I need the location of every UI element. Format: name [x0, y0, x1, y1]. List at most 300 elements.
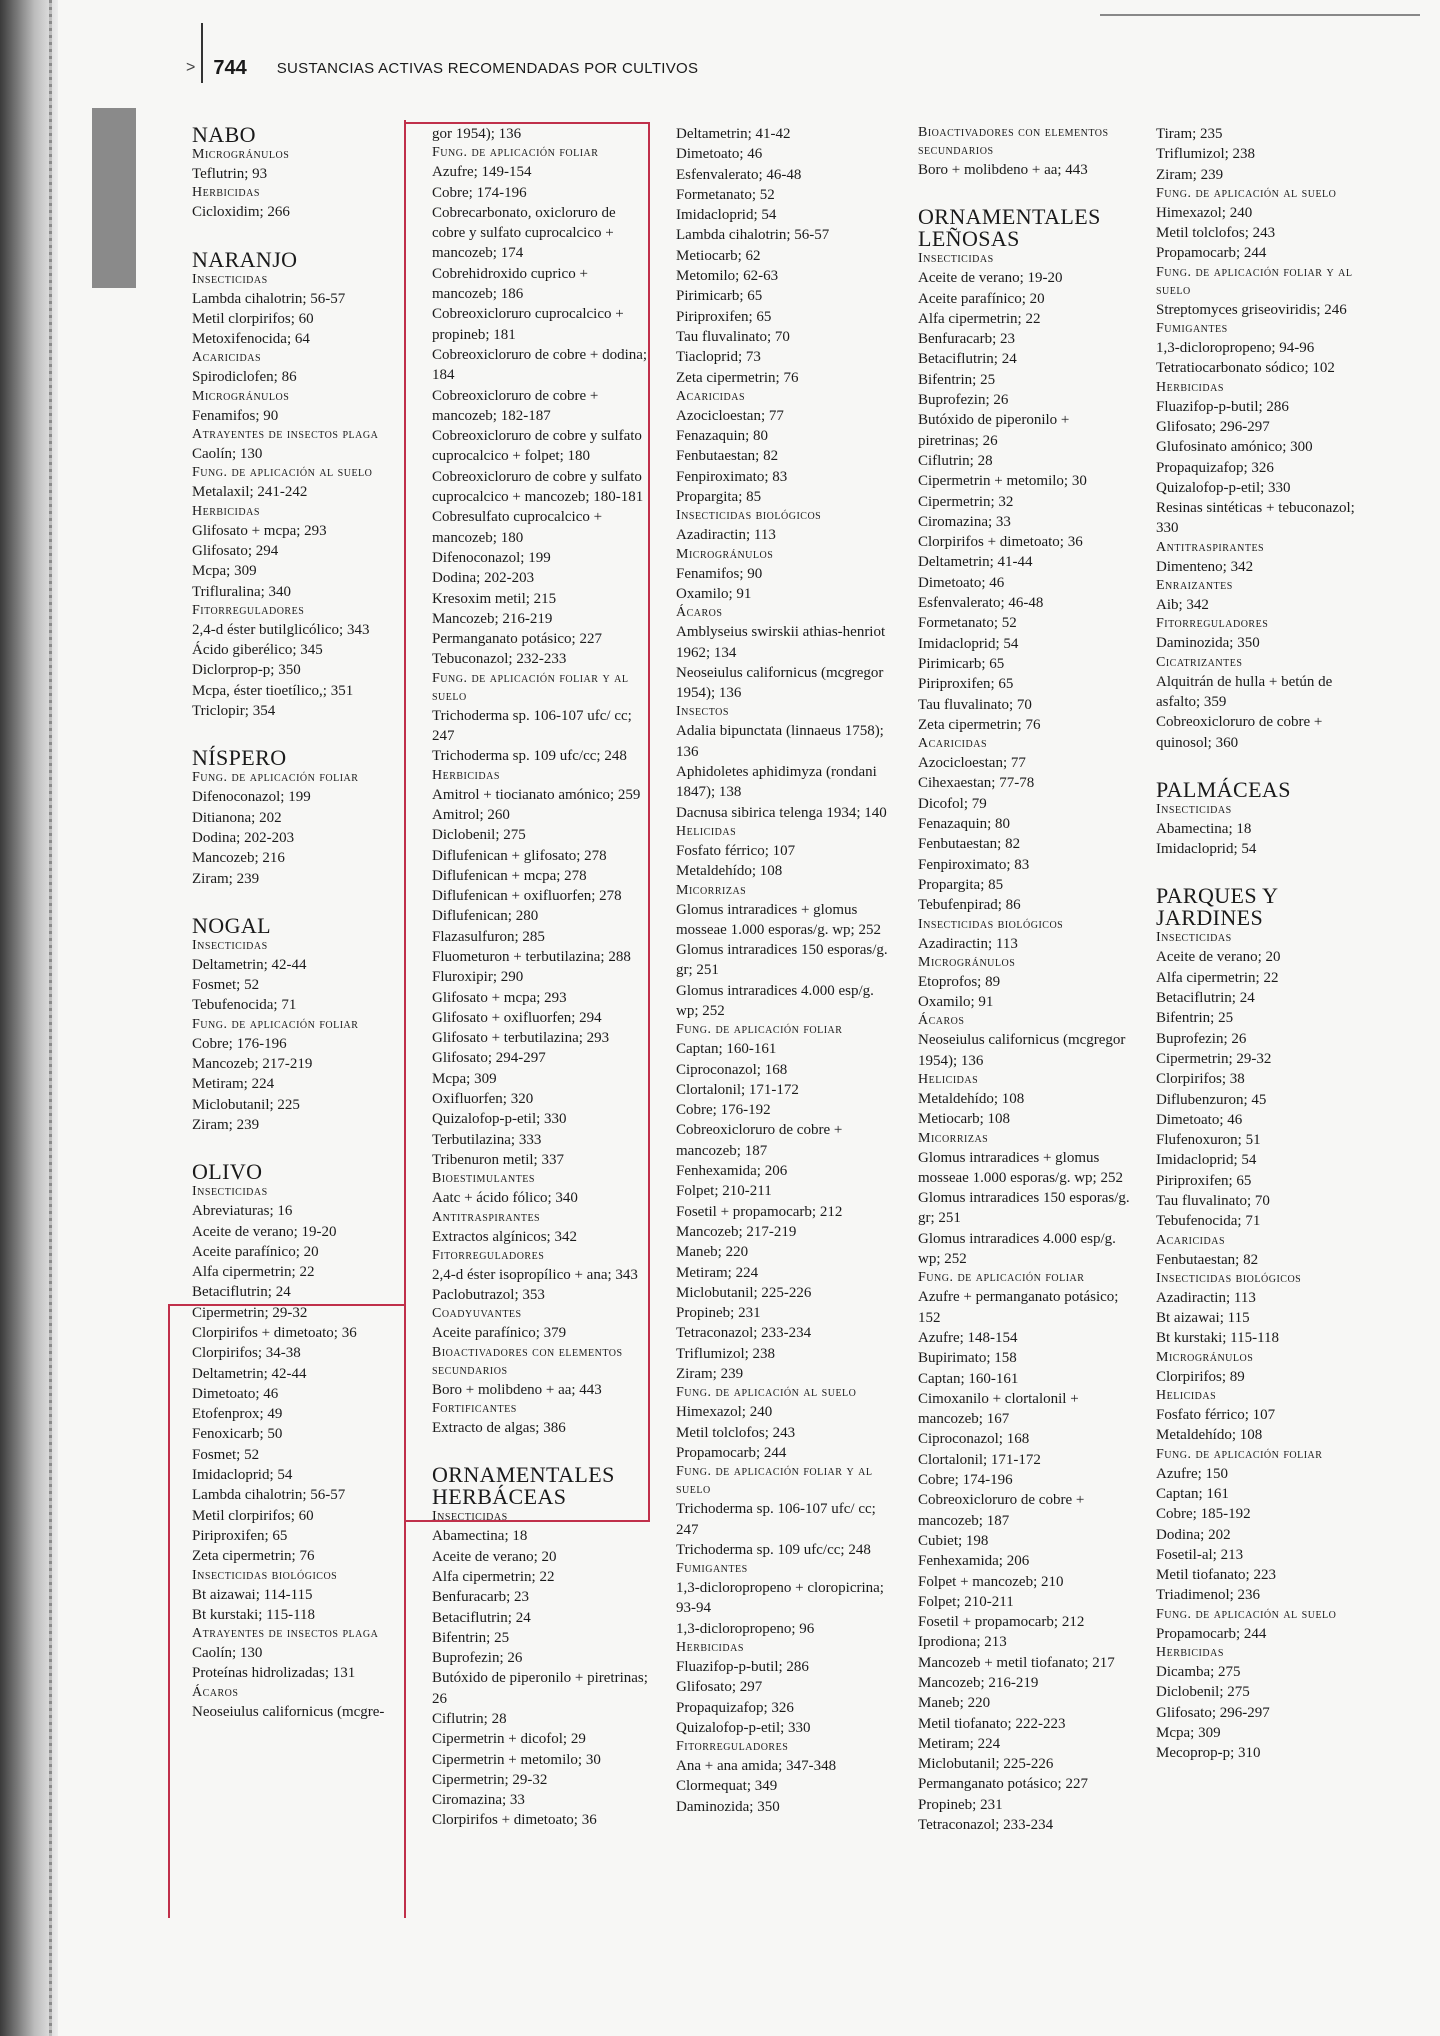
category-label: Fung. de aplicación foliar	[192, 1016, 359, 1032]
substance-entry: Metalaxil; 241-242	[192, 484, 308, 501]
substance-entry: Oxamilo; 91	[918, 994, 994, 1011]
substance-entry: Deltametrin; 42-44	[192, 956, 307, 973]
category-label: Acaricidas	[676, 388, 746, 404]
category-label: Fung. de aplicación foliar	[432, 145, 599, 161]
category-label: Cicatrizantes	[1156, 654, 1243, 670]
substance-entry: Propaquizafop; 326	[1156, 459, 1274, 476]
crop-heading: NOGAL	[192, 912, 271, 938]
category-label: Fung. de aplicación foliar y al suelo	[676, 1464, 873, 1498]
substance-entry: Etofenprox; 49	[192, 1406, 283, 1423]
substance-entry: Lambda cihalotrin; 56-57	[192, 1487, 346, 1504]
substance-entry: Flufenoxuron; 51	[1156, 1132, 1261, 1149]
substance-entry: Lambda cihalotrin; 56-57	[676, 227, 830, 244]
substance-entry: Propaquizafop; 326	[676, 1699, 794, 1716]
substance-entry: Mecoprop-p; 310	[1156, 1745, 1261, 1762]
category-label: Helicidas	[1156, 1388, 1217, 1404]
substance-entry: Fenhexamida; 206	[918, 1553, 1030, 1570]
substance-entry: Cipermetrin; 32	[918, 493, 1014, 510]
substance-entry: Triflumizol; 238	[1156, 146, 1256, 163]
substance-entry: Clorpirifos + dimetoato; 36	[432, 1812, 597, 1829]
crop-section-ornamentales-lenosas	[918, 206, 1130, 1835]
substance-entry: Ditianona; 202	[192, 809, 282, 826]
substance-entry: Proteínas hidrolizadas; 131	[192, 1665, 356, 1682]
substance-entry: Azocicloestan; 77	[676, 407, 784, 424]
substance-entry: Difenoconazol; 199	[192, 789, 311, 806]
substance-entry: Abamectina; 18	[432, 1528, 528, 1545]
substance-entry: Metiram; 224	[918, 1735, 1001, 1752]
substance-entry: 1,3-dicloropropeno; 96	[676, 1620, 815, 1637]
substance-entry: Fenazaquin; 80	[676, 428, 769, 445]
substance-entry: Betaciflutrin; 24	[918, 351, 1017, 368]
substance-entry: Tau fluvalinato; 70	[1156, 1192, 1270, 1209]
crop-section-nabo	[192, 124, 390, 223]
category-label: Ácaros	[192, 1684, 239, 1700]
substance-entry: Metil tiofanato; 223	[1156, 1567, 1276, 1584]
substance-entry: Captan; 160-161	[676, 1041, 777, 1058]
column-3	[676, 124, 894, 1817]
category-label: Atrayentes de insectos plaga	[192, 1626, 379, 1642]
category-label: Micorrizas	[676, 882, 747, 898]
substance-entry: Metil tiofanato; 222-223	[918, 1715, 1066, 1732]
substance-entry: Dimetoato; 46	[192, 1385, 279, 1402]
substance-entry: Caolín; 130	[192, 446, 263, 463]
category-label: Insecticidas biológicos	[1156, 1270, 1302, 1286]
substance-entry: gor 1954); 136	[432, 126, 522, 142]
substance-entry: Clorpirifos + dimetoato; 36	[918, 534, 1083, 551]
substance-entry: Cobrecarbonato, oxicloruro de cobre y sulfato cuprocalcico + mancozeb; 174	[432, 204, 616, 262]
substance-entry: Metaldehído; 108	[676, 863, 783, 880]
substance-entry: Terbutilazina; 333	[432, 1131, 542, 1148]
substance-entry: Mcpa; 309	[432, 1070, 497, 1087]
crop-heading: ORNAMENTALES HERBÁCEAS	[432, 1462, 615, 1510]
category-label: Fung. de aplicación foliar y al suelo	[432, 670, 629, 704]
substance-entry: Alfa cipermetrin; 22	[918, 310, 1041, 327]
substance-entry: Zeta cipermetrin; 76	[676, 369, 799, 386]
category-label: Herbicidas	[1156, 379, 1224, 395]
category-label: Fitorreguladores	[192, 602, 305, 618]
substance-entry: Trichoderma sp. 106-107 ufc/ cc; 247	[432, 707, 632, 745]
substance-entry: Imidacloprid; 54	[918, 635, 1019, 652]
substance-entry: Fosmet; 52	[192, 1446, 260, 1463]
substance-entry: Metil clorpirifos; 60	[192, 310, 314, 327]
category-label: Fung. de aplicación foliar	[676, 1022, 843, 1038]
substance-entry: Ziram; 239	[676, 1366, 744, 1383]
substance-entry: Piriproxifen; 65	[918, 676, 1014, 693]
substance-entry: Extracto de algas; 386	[432, 1420, 566, 1437]
substance-entry: Oxifluorfen; 320	[432, 1091, 534, 1108]
substance-entry: Oxamilo; 91	[676, 585, 752, 602]
substance-entry: Deltametrin; 42-44	[192, 1365, 307, 1382]
substance-entry: Ciflutrin; 28	[432, 1711, 507, 1727]
substance-entry: Quizalofop-p-etil; 330	[432, 1111, 567, 1128]
crop-section-ornamentales-herbaceas	[432, 1464, 650, 1830]
substance-entry: Permanganato potásico; 227	[432, 631, 602, 648]
substance-entry: Aceite de verano; 20	[432, 1548, 557, 1565]
substance-entry: Fenbutaestan; 82	[918, 836, 1021, 853]
olivo-highlight-divider	[404, 120, 406, 1918]
substance-entry: Clorpirifos; 89	[1156, 1368, 1245, 1385]
crop-heading: ORNAMENTALES LEÑOSAS	[918, 204, 1101, 252]
substance-entry: Dimetoato; 46	[918, 574, 1005, 591]
substance-entry: Metomilo; 62-63	[676, 268, 779, 285]
substance-entry: Ácido giberélico; 345	[192, 642, 323, 659]
substance-entry: Cobreoxicloruro de cobre + mancozeb; 187	[676, 1122, 843, 1159]
substance-entry: Azadiractin; 113	[1156, 1289, 1256, 1306]
category-label: Antitraspirantes	[1156, 539, 1265, 555]
category-label: Bioactivadores con elementos secundarios	[918, 125, 1109, 158]
substance-entry: Benfuracarb; 23	[918, 331, 1016, 348]
top-rule	[1100, 14, 1420, 16]
substance-entry: Piriproxifen; 65	[192, 1527, 288, 1544]
substance-entry: Trichoderma sp. 106-107 ufc/ cc; 247	[676, 1501, 876, 1538]
crop-section-palmaceas	[1156, 776, 1358, 860]
category-label: Microgránulos	[192, 388, 290, 404]
category-label: Helicidas	[918, 1071, 979, 1087]
substance-entry: Abreviaturas; 16	[192, 1203, 293, 1220]
substance-entry: Daminozida; 350	[676, 1798, 780, 1815]
substance-entry: Clorpirifos; 34-38	[192, 1345, 301, 1362]
substance-entry: Esfenvalerato; 46-48	[918, 595, 1044, 612]
substance-entry: Propamocarb; 244	[1156, 1625, 1267, 1642]
category-label: Microgránulos	[192, 147, 290, 162]
thumb-index-tab	[92, 108, 136, 288]
substance-entry: Cobreoxicloruro de cobre + mancozeb; 182-187	[432, 387, 599, 424]
substance-entry: Cobre; 176-196	[192, 1035, 287, 1052]
substance-entry: Diclorprop-p; 350	[192, 662, 301, 679]
substance-entry: Maneb; 220	[918, 1695, 991, 1712]
substance-entry: Extractos algínicos; 342	[432, 1228, 577, 1245]
category-label: Insecticidas biológicos	[918, 916, 1064, 932]
category-label: Fung. de aplicación al suelo	[676, 1385, 857, 1401]
crop-heading: NÍSPERO	[192, 745, 287, 771]
substance-entry: Propineb; 231	[918, 1796, 1003, 1813]
substance-entry: Metaldehído; 108	[1156, 1427, 1263, 1444]
substance-entry: Aceite parafínico; 20	[918, 290, 1045, 307]
substance-entry: Azufre; 148-154	[918, 1329, 1018, 1346]
substance-entry: Amitrol + tiocianato amónico; 259	[432, 786, 641, 803]
substance-entry: Caolín; 130	[192, 1645, 263, 1662]
substance-entry: Triadimenol; 236	[1156, 1587, 1261, 1604]
running-title: SUSTANCIAS ACTIVAS RECOMENDADAS POR CULTIVOS	[276, 59, 699, 77]
substance-entry: Mancozeb; 217-219	[676, 1223, 797, 1240]
category-label: Fung. de aplicación al suelo	[1156, 1606, 1337, 1622]
substance-entry: Dicamba; 275	[1156, 1664, 1241, 1681]
substance-entry: Cipermetrin; 29-32	[1156, 1050, 1272, 1067]
substance-entry: Bt kurstaki; 115-118	[192, 1606, 316, 1623]
substance-entry: Diclobenil; 275	[1156, 1684, 1250, 1701]
substance-entry: Cubiet; 198	[918, 1532, 989, 1549]
olivo-highlight-left	[168, 1304, 170, 1918]
substance-entry: Dimetoato; 46	[676, 146, 763, 163]
substance-entry: 1,3-dicloropropeno + cloropicrina; 93-94	[676, 1580, 884, 1617]
substance-entry: Maneb; 220	[676, 1244, 749, 1261]
substance-entry: Propamocarb; 244	[1156, 245, 1267, 262]
substance-entry: Cobrehidroxido cuprico + mancozeb; 186	[432, 265, 588, 303]
substance-entry: Azufre; 150	[1156, 1465, 1229, 1482]
substance-entry: Cicloxidim; 266	[192, 204, 290, 221]
category-label: Fumigantes	[1156, 321, 1228, 337]
substance-entry: Bifentrin; 25	[432, 1629, 510, 1646]
column-4	[918, 124, 1130, 1835]
substance-entry: Mancozeb; 216-219	[918, 1675, 1039, 1691]
substance-entry: Fluroxipir; 290	[432, 969, 524, 986]
substance-entry: Diflubenzuron; 45	[1156, 1091, 1267, 1108]
substance-entry: Butóxido de piperonilo + piretrinas; 26	[918, 412, 1070, 449]
substance-entry: Buprofezin; 26	[432, 1650, 523, 1667]
substance-entry: Fosetil-al; 213	[1156, 1546, 1244, 1563]
substance-entry: Fenamifos; 90	[676, 565, 763, 582]
substance-entry: Himexazol; 240	[676, 1404, 773, 1421]
substance-entry: Bupirimato; 158	[918, 1350, 1017, 1367]
substance-entry: Cipermetrin + metomilo; 30	[918, 473, 1087, 490]
substance-entry: Clorpirifos + dimetoato; 36	[192, 1324, 357, 1341]
substance-entry: Dicofol; 79	[918, 795, 987, 812]
substance-entry: Amblyseius swirskii athias-henriot 1962; 134	[676, 624, 886, 661]
substance-entry: Esfenvalerato; 46-48	[676, 166, 802, 183]
category-label: Helicidas	[676, 823, 737, 839]
category-label: Fitorreguladores	[676, 1739, 789, 1755]
substance-entry: Daminozida; 350	[1156, 635, 1260, 652]
substance-entry: 2,4-d éster butilglicólico; 343	[192, 621, 370, 638]
substance-entry: Triflumizol; 238	[676, 1345, 776, 1362]
category-label: Fung. de aplicación foliar y al suelo	[1156, 264, 1353, 298]
substance-entry: Diflufenican + mcpa; 278	[432, 867, 587, 884]
category-label: Fortificantes	[432, 1401, 517, 1417]
crop-heading: PARQUES Y JARDINES	[1156, 883, 1278, 931]
substance-entry: Tebuconazol; 232-233	[432, 651, 567, 668]
crop-heading: OLIVO	[192, 1159, 263, 1185]
crop-section-nogal	[192, 912, 390, 1135]
substance-entry: Glomus intraradices 4.000 esp/g. wp; 252	[918, 1230, 1116, 1268]
category-label: Bioestimulantes	[432, 1171, 535, 1187]
page-number: 744	[213, 56, 247, 79]
category-label: Herbicidas	[676, 1640, 744, 1655]
category-label: Fumigantes	[676, 1561, 748, 1577]
substance-entry: Fenpiroximato; 83	[918, 856, 1030, 873]
crop-heading: PALMÁCEAS	[1156, 776, 1291, 802]
substance-entry: Captan; 160-161	[918, 1370, 1019, 1387]
substance-entry: Aatc + ácido fólico; 340	[432, 1190, 578, 1207]
substance-entry: Fenbutaestan; 82	[1156, 1251, 1259, 1268]
substance-entry: Dimetoato; 46	[1156, 1111, 1243, 1128]
substance-entry: Bifentrin; 25	[918, 371, 996, 388]
substance-entry: Glomus intraradices + glomus mosseae 1.000 esporas/g. wp; 252	[918, 1149, 1123, 1186]
substance-entry: Aceite de verano; 19-20	[918, 270, 1063, 287]
substance-entry: Dimenteno; 342	[1156, 558, 1254, 575]
substance-entry: Cobreoxicloruro de cobre y sulfato cuprocalcico + mancozeb; 180-181	[432, 468, 644, 506]
book-spine-shadow	[0, 0, 58, 2036]
substance-entry: Mancozeb; 217-219	[192, 1056, 313, 1073]
substance-entry: 2,4-d éster isopropílico + ana; 343	[432, 1266, 638, 1283]
substance-entry: Permanganato potásico; 227	[918, 1776, 1088, 1793]
category-label: Herbicidas	[192, 503, 260, 519]
crop-section-continued	[918, 124, 1130, 180]
category-label: Fung. de aplicación foliar	[1156, 1446, 1323, 1462]
substance-entry: Glifosato + mcpa; 293	[432, 989, 567, 1006]
substance-entry: Alquitrán de hulla + betún de asfalto; 359	[1156, 673, 1333, 710]
substance-entry: Cihexaestan; 77-78	[918, 775, 1035, 792]
substance-entry: Boro + molibdeno + aa; 443	[918, 162, 1088, 178]
crop-heading: NARANJO	[192, 246, 298, 272]
substance-entry: Clorpirifos; 38	[1156, 1071, 1245, 1088]
category-label: Fitorreguladores	[432, 1247, 545, 1263]
substance-entry: Buprofezin; 26	[918, 392, 1009, 409]
substance-entry: Diclobenil; 275	[432, 827, 526, 844]
substance-entry: Alfa cipermetrin; 22	[192, 1264, 315, 1281]
substance-entry: Glomus intraradices 150 esporas/g. gr; 251	[676, 942, 888, 979]
category-label: Antitraspirantes	[432, 1209, 541, 1225]
substance-entry: Azufre; 149-154	[432, 164, 532, 181]
substance-entry: Betaciflutrin; 24	[1156, 990, 1255, 1007]
substance-entry: Bt aizawai; 114-115	[192, 1586, 313, 1603]
substance-entry: Captan; 161	[1156, 1485, 1229, 1502]
substance-entry: Aphidoletes aphidimyza (rondani 1847); 138	[676, 764, 877, 801]
substance-entry: Ziram; 239	[1156, 166, 1224, 183]
substance-entry: Betaciflutrin; 24	[192, 1284, 291, 1301]
substance-entry: Metil tolclofos; 243	[1156, 225, 1276, 242]
category-label: Insecticidas	[192, 1184, 268, 1200]
substance-entry: Teflutrin; 93	[192, 166, 268, 182]
substance-entry: Tribenuron metil; 337	[432, 1151, 564, 1168]
substance-entry: Buprofezin; 26	[1156, 1030, 1247, 1047]
substance-entry: Tetraconazol; 233-234	[676, 1325, 812, 1342]
substance-entry: Trichoderma sp. 109 ufc/cc; 248	[676, 1541, 871, 1558]
substance-entry: Streptomyces griseoviridis; 246	[1156, 301, 1347, 318]
substance-entry: Fosfato férrico; 107	[676, 842, 796, 859]
substance-entry: Fluometuron + terbutilazina; 288	[432, 948, 631, 965]
substance-entry: Glufosinato amónico; 300	[1156, 439, 1313, 456]
substance-entry: Pirimicarb; 65	[918, 655, 1005, 672]
substance-entry: Fenhexamida; 206	[676, 1163, 788, 1180]
substance-entry: Himexazol; 240	[1156, 204, 1253, 221]
category-label: Fung. de aplicación al suelo	[1156, 185, 1337, 201]
category-label: Atrayentes de insectos plaga	[192, 427, 379, 443]
substance-entry: Fenbutaestan; 82	[676, 448, 779, 465]
substance-entry: Mancozeb + metil tiofanato; 217	[918, 1654, 1115, 1671]
substance-entry: Mcpa; 309	[192, 563, 257, 580]
substance-entry: Ana + ana amida; 347-348	[676, 1758, 837, 1775]
substance-entry: Dodina; 202	[1156, 1526, 1231, 1543]
substance-entry: Alfa cipermetrin; 22	[1156, 969, 1279, 986]
substance-entry: Mancozeb; 216-219	[432, 610, 553, 627]
substance-entry: Ciflutrin; 28	[918, 452, 993, 469]
substance-entry: Piriproxifen; 65	[1156, 1172, 1252, 1189]
substance-entry: Cobre; 174-196	[918, 1472, 1013, 1489]
substance-entry: Aceite parafínico; 20	[192, 1243, 319, 1260]
substance-entry: Boro + molibdeno + aa; 443	[432, 1381, 602, 1398]
substance-entry: Glifosato + mcpa; 293	[192, 522, 327, 539]
running-header	[186, 48, 698, 88]
substance-entry: Imidacloprid; 54	[676, 207, 777, 224]
substance-entry: Tetraconazol; 233-234	[918, 1817, 1054, 1834]
crop-heading: NABO	[192, 122, 256, 147]
substance-entry: Difenoconazol; 199	[432, 549, 551, 566]
column-5	[1156, 124, 1358, 1764]
substance-entry: Glifosato; 294	[192, 542, 279, 559]
substance-entry: Cobre; 174-196	[432, 184, 527, 201]
category-label: Fung. de aplicación foliar	[192, 770, 359, 786]
substance-entry: Metiram; 224	[192, 1076, 275, 1093]
substance-entry: Aib; 342	[1156, 597, 1209, 614]
substance-entry: Glomus intraradices + glomus mosseae 1.000 esporas/g. wp; 252	[676, 901, 881, 938]
substance-entry: Spirodiclofen; 86	[192, 369, 297, 386]
category-label: Herbicidas	[192, 185, 260, 201]
substance-entry: Quizalofop-p-etil; 330	[676, 1719, 811, 1736]
substance-entry: Cipermetrin + metomilo; 30	[432, 1751, 601, 1768]
substance-entry: Imidacloprid; 54	[1156, 841, 1257, 858]
category-label: Fung. de aplicación al suelo	[192, 465, 373, 481]
substance-entry: Butóxido de piperonilo + piretrinas; 26	[432, 1670, 648, 1707]
substance-entry: Fenpiroximato; 83	[676, 468, 788, 485]
category-label: Enraizantes	[1156, 578, 1233, 594]
substance-entry: Dodina; 202-203	[192, 829, 295, 846]
category-label: Herbicidas	[1156, 1645, 1224, 1661]
substance-entry: Metiocarb; 108	[918, 1111, 1011, 1128]
substance-entry: Tebufenpirad; 86	[918, 897, 1021, 914]
substance-entry: Ciproconazol; 168	[918, 1431, 1030, 1448]
category-label: Bioactivadores con elementos secundarios	[432, 1344, 623, 1378]
substance-entry: Glifosato + terbutilazina; 293	[432, 1030, 610, 1047]
substance-entry: Ziram; 239	[192, 1116, 260, 1133]
category-label: Insecticidas	[192, 937, 268, 953]
substance-entry: Glomus intraradices 4.000 esp/g. wp; 252	[676, 982, 874, 1019]
category-label: Micorrizas	[918, 1130, 989, 1146]
substance-entry: Folpet; 210-211	[676, 1183, 772, 1200]
substance-entry: Propineb; 231	[676, 1305, 761, 1322]
substance-entry: Cipermetrin; 29-32	[192, 1304, 308, 1321]
substance-entry: Bt aizawai; 115	[1156, 1310, 1250, 1327]
substance-entry: Cobre; 176-192	[676, 1102, 771, 1119]
substance-entry: Abamectina; 18	[1156, 820, 1252, 837]
category-label: Microgránulos	[918, 954, 1016, 970]
substance-entry: Fluazifop-p-butil; 286	[1156, 398, 1289, 415]
substance-entry: Azocicloestan; 77	[918, 755, 1026, 772]
category-label: Herbicidas	[432, 767, 500, 783]
category-label: Microgránulos	[676, 546, 774, 562]
substance-entry: Mcpa, éster tioetílico,; 351	[192, 682, 354, 699]
crop-section-continued	[1156, 124, 1358, 753]
substance-entry: Metoxifenocida; 64	[192, 331, 310, 348]
substance-entry: Resinas sintéticas + tebuconazol; 330	[1156, 500, 1355, 537]
substance-entry: Alfa cipermetrin; 22	[432, 1568, 555, 1585]
substance-entry: Piriproxifen; 65	[676, 308, 772, 325]
substance-entry: Tebufenocida; 71	[192, 997, 297, 1014]
crop-section-naranjo	[192, 246, 390, 722]
substance-entry: Tau fluvalinato; 70	[676, 328, 790, 345]
substance-entry: Cipermetrin + dicofol; 29	[432, 1731, 586, 1748]
substance-entry: Cobreoxicloruro de cobre + quinosol; 360	[1156, 714, 1323, 751]
substance-entry: Deltametrin; 41-42	[676, 126, 791, 142]
substance-entry: Fosetil + propamocarb; 212	[918, 1614, 1085, 1631]
substance-entry: Neoseiulus californicus (mcgregor 1954); 136	[918, 1032, 1126, 1069]
category-label: Microgránulos	[1156, 1349, 1254, 1365]
substance-entry: Fosfato férrico; 107	[1156, 1407, 1276, 1424]
category-label: Acaricidas	[1156, 1232, 1226, 1248]
substance-entry: Metil tolclofos; 243	[676, 1424, 796, 1441]
substance-entry: Tebufenocida; 71	[1156, 1213, 1261, 1230]
substance-entry: Deltametrin; 41-44	[918, 554, 1033, 571]
substance-entry: Glomus intraradices 150 esporas/g. gr; 251	[918, 1190, 1130, 1227]
substance-entry: Ciromazina; 33	[918, 513, 1011, 530]
substance-entry: Glifosato + oxifluorfen; 294	[432, 1009, 602, 1026]
category-label: Acaricidas	[918, 736, 988, 752]
substance-entry: Aceite de verano; 20	[1156, 949, 1281, 966]
substance-entry: Fenazaquin; 80	[918, 816, 1011, 833]
category-label: Fitorreguladores	[1156, 616, 1269, 632]
substance-entry: Trichoderma sp. 109 ufc/cc; 248	[432, 748, 627, 765]
substance-entry: Bt kurstaki; 115-118	[1156, 1330, 1280, 1347]
substance-entry: Quizalofop-p-etil; 330	[1156, 479, 1291, 496]
